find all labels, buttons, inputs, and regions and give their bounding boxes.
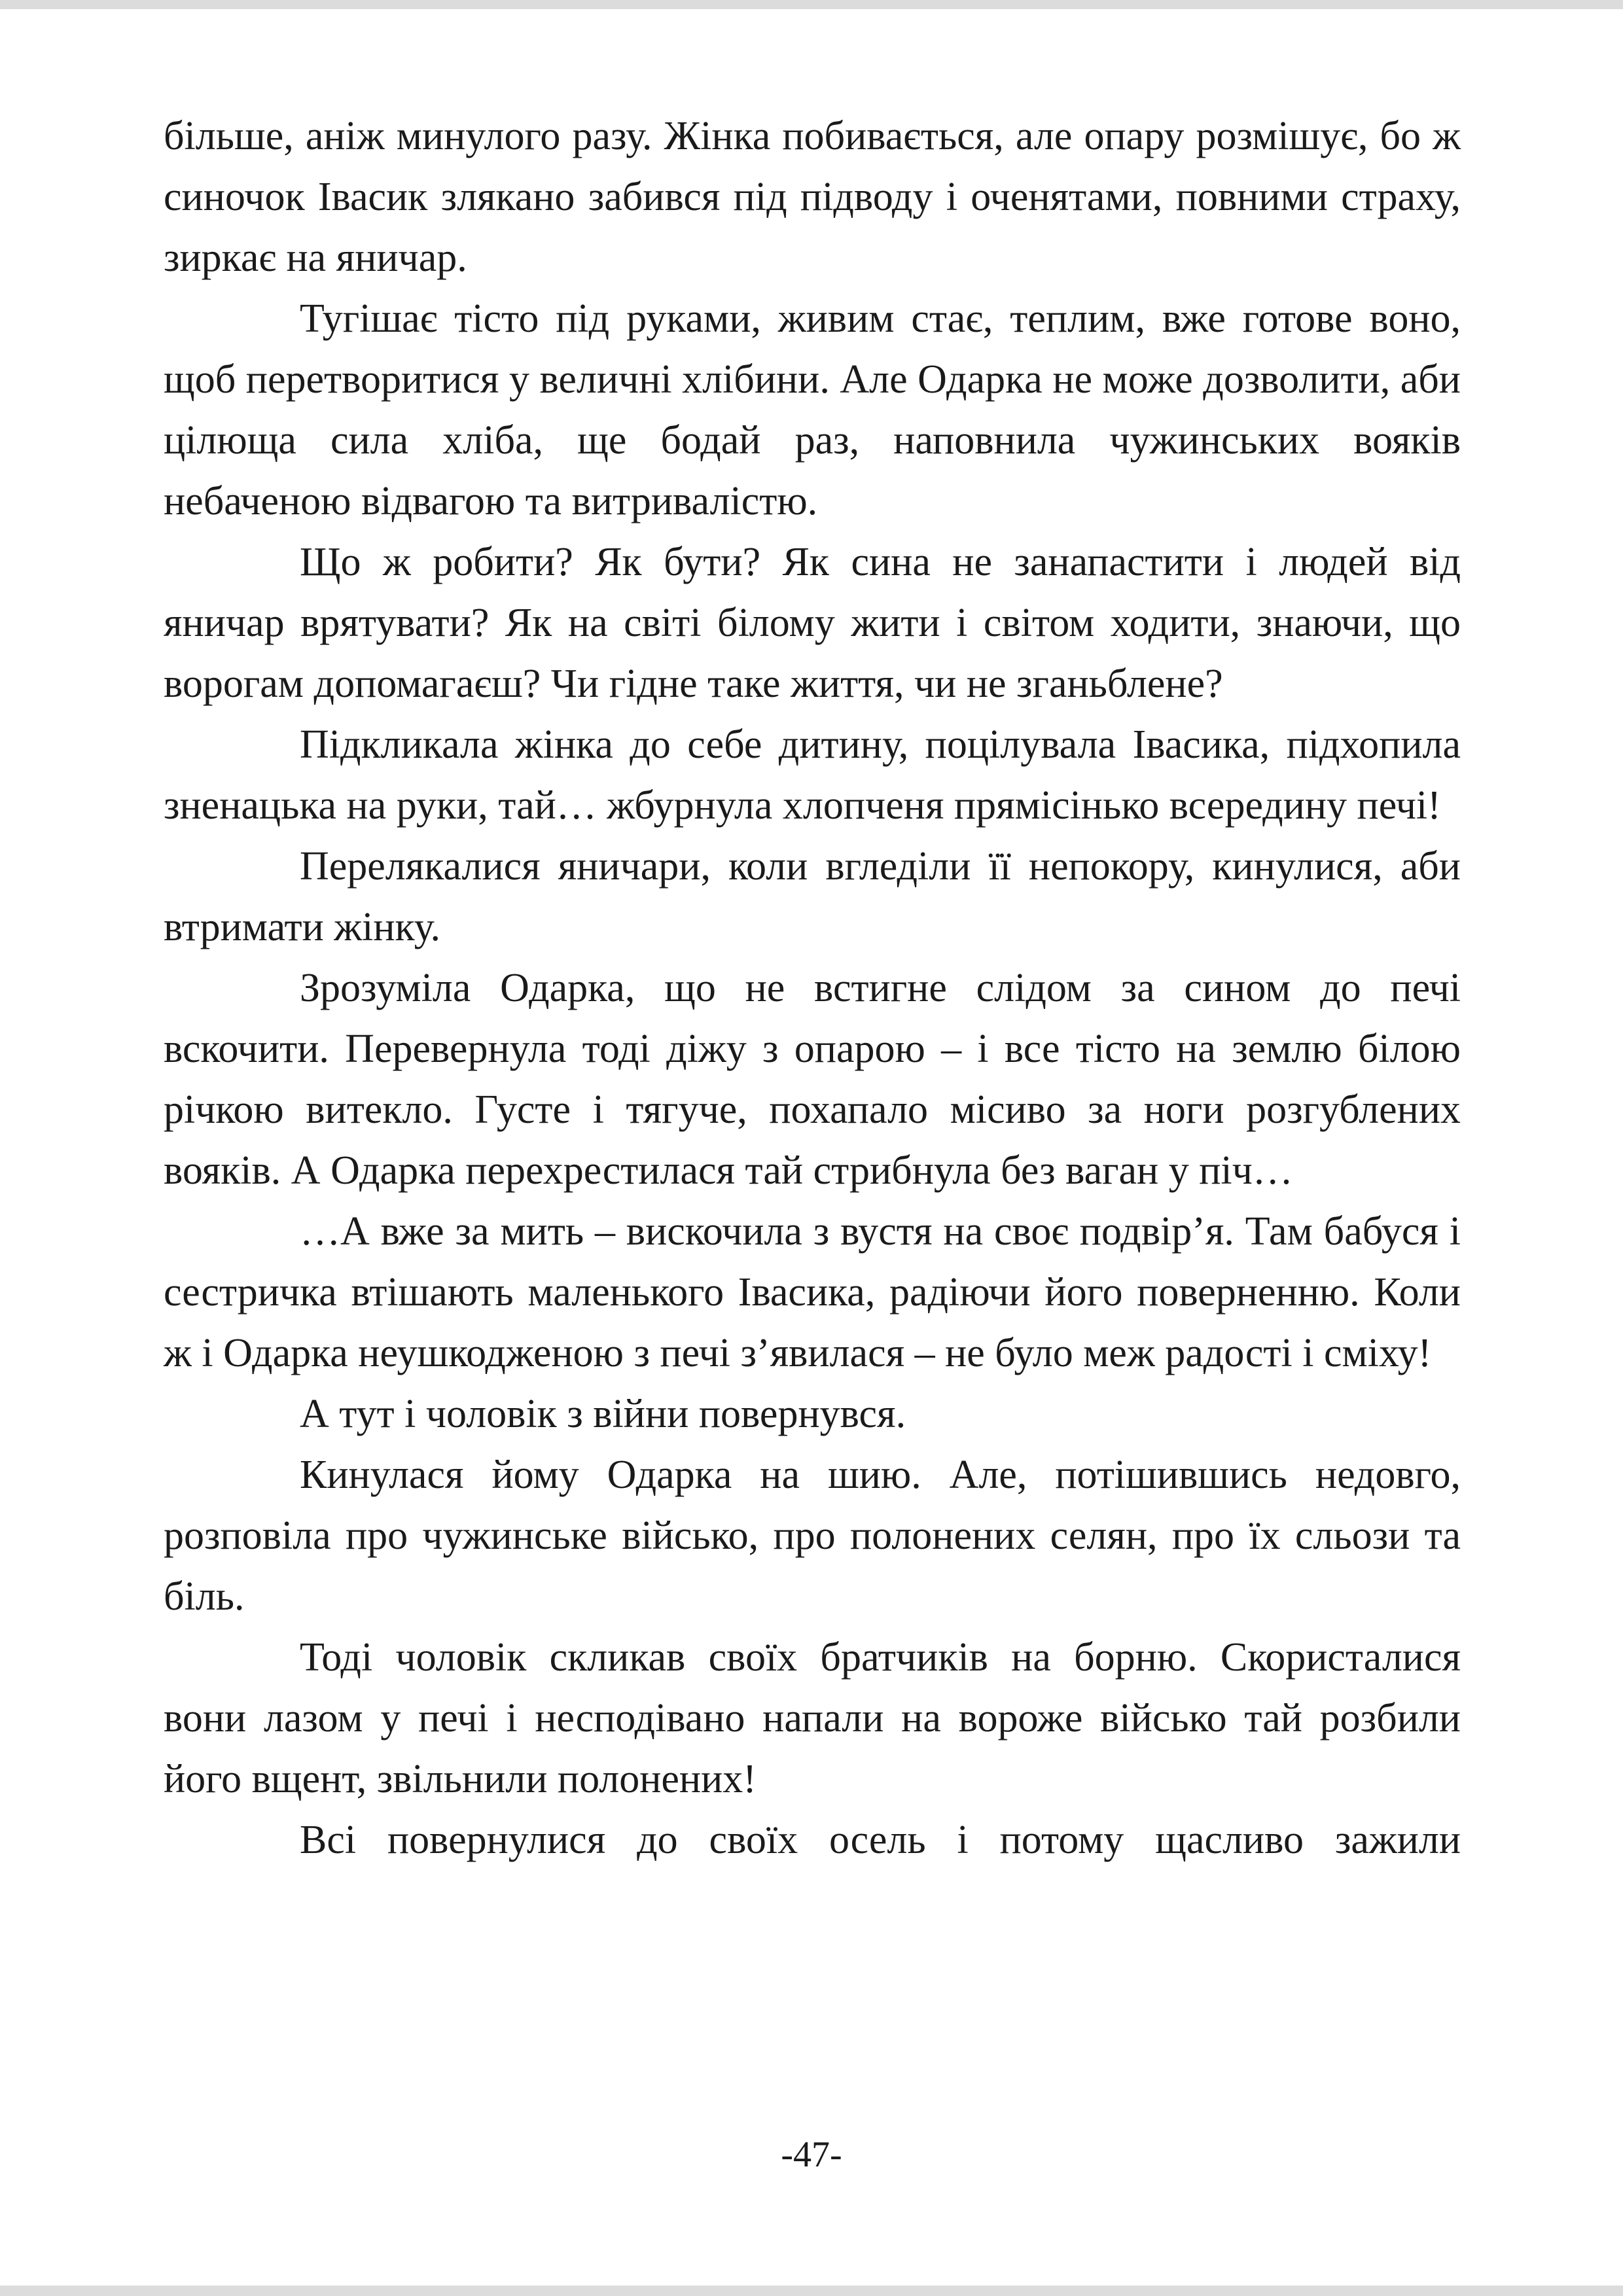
paragraph-final: Всі повернулися до своїх осель і потому щасливо зажили [300,1818,1461,1862]
paragraph-continuation: більше, аніж минулого разу. Жінка побивається, але опару розмішує, бо ж синочок Івасик злякано забився під підводу і оченятами, повними страху, зиркає на яничар. [164,114,1461,280]
page-number: -47- [781,2134,842,2175]
paragraph: Кинулася йому Одарка на шию. Але, потішившись недовго, розповіла про чужинське військо, про полонених селян, про їх сльози та біль. [164,1453,1461,1619]
page-top-edge [0,0,1623,9]
paragraph: Підкликала жінка до себе дитину, поцілувала Івасика, підхопила зненацька на руки, тай… жбурнула хлопченя прямісінько всередину печі! [164,722,1461,828]
page-bottom-edge [0,2286,1623,2296]
paragraph: Що ж робити? Як бути? Як сина не занапастити і людей від яничар врятувати? Як на світі білому жити і світом ходити, знаючи, що ворогам допомагаєш? Чи гідне таке життя, чи не зганьблене? [164,540,1461,706]
paragraph: А тут і чоловік з війни повернувся. [300,1392,906,1436]
paragraph: Тоді чоловік скликав своїх братчиків на борню. Скористалися вони лазом у печі і несподівано напали на вороже військо тай розбили його вщент, звільнили полонених! [164,1635,1461,1801]
paragraph: Перелякалися яничари, коли вгледіли її непокору, кинулися, аби втримати жінку. [164,844,1461,949]
paragraph: …А вже за мить – вискочила з вустя на своє подвір’я. Там бабуся і сестричка втішають маленького Івасика, радіючи його поверненню. Коли ж і Одарка неушкодженою з печі з’явилася – не було меж радості і сміху! [164,1209,1461,1375]
paragraph: Зрозуміла Одарка, що не встигне слідом за сином до печі вскочити. Перевернула тоді діжу з опарою – і все тісто на землю білою річкою витекло. Густе і тягуче, похапало місиво за ноги розгублених вояків. А Одарка перехрестилася тай стрибнула без ваган у піч… [164,966,1461,1193]
body-text [164,106,1461,1871]
paragraph: Тугішає тісто під руками, живим стає, теплим, вже готове воно, щоб перетворитися у величні хлібини. Але Одарка не може дозволити, аби цілюща сила хліба, ще бодай раз, наповнила чужинських вояків небаченою відвагою та витривалістю. [164,296,1461,523]
